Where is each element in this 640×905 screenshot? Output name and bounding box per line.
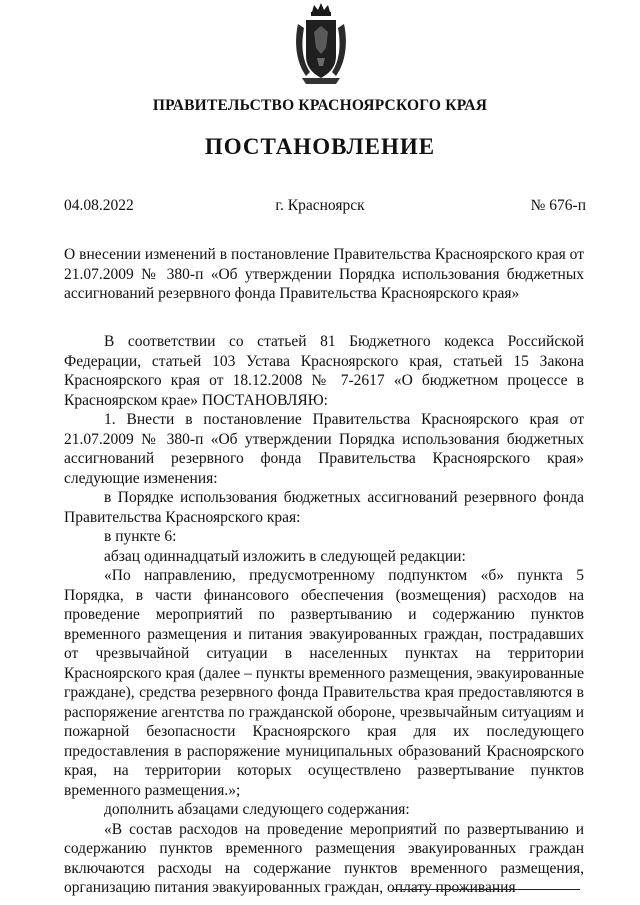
- paragraph-eleventh: абзац одиннадцатый изложить в следующей редакции:: [104, 547, 466, 565]
- document-body: [64, 332, 584, 898]
- paragraph-point-6: в пункте 6:: [104, 528, 177, 545]
- document-city: г. Красноярск: [275, 197, 365, 214]
- paragraph-quote-2: «В состав расходов на проведение мероприятий по развертыванию и содержанию пунктов временного размещения эвакуированных граждан включаются расходы на содержание пунктов временного размещения, организацию питания эвакуированных граждан, оплату проживания: [64, 820, 584, 896]
- government-name: ПРАВИТЕЛЬСТВО КРАСНОЯРСКОГО КРАЯ: [152, 97, 488, 114]
- paragraph-preamble: В соответствии со статьей 81 Бюджетного кодекса Российской Федерации, статьей 103 Устава Красноярского края, статьей 15 Закона Красноярского края от 18.12.2008 № 7-2617 «О бюджетном процессе в Красноярском крае» ПОСТАНОВЛЯЮ:: [64, 333, 584, 409]
- document-subject: О внесении изменений в постановление Правительства Красноярского края от 21.07.2009 № 380-п «Об утверждении Порядка использования бюджетных ассигнований резервного фонда Правительства Красноярского края»: [64, 246, 584, 302]
- footnote-rule: [392, 889, 580, 890]
- coat-of-arms-emblem: [292, 2, 350, 86]
- document-date: 04.08.2022: [64, 197, 134, 214]
- paragraph-order: в Порядке использования бюджетных ассигнований резервного фонда Правительства Красноярского края:: [64, 489, 584, 526]
- document-type-title: ПОСТАНОВЛЕНИЕ: [204, 134, 436, 159]
- paragraph-supplement: дополнить абзацами следующего содержания:: [104, 801, 410, 818]
- document-number: № 676-п: [530, 197, 586, 214]
- paragraph-item-1: 1. Внести в постановление Правительства Красноярского края от 21.07.2009 № 380-п «Об утверждении Порядка использования бюджетных ассигнований резервного фонда Правительства Красноярского края» следующие изменения:: [64, 411, 584, 487]
- paragraph-quote-1: «По направлению, предусмотренному подпунктом «б» пункта 5 Порядка, в части финансового обеспечения (возмещения) расходов на проведение мероприятий по развертыванию и содержанию пунктов временного размещения и питания эвакуированных граждан, пострадавших от чрезвычайной ситуации в населенных пунктах на территории Красноярского края (далее – пункты временного размещения, эвакуированные граждане), средства резервного фонда Правительства края предоставляются в распоряжение агентства по гражданской обороне, чрезвычайным ситуациям и пожарной безопасности Красноярского края для их последующего предоставления в распоряжение муниципальных образований Красноярского края, на территории которых осуществлено развертывание пунктов временного размещения.»;: [64, 567, 584, 799]
